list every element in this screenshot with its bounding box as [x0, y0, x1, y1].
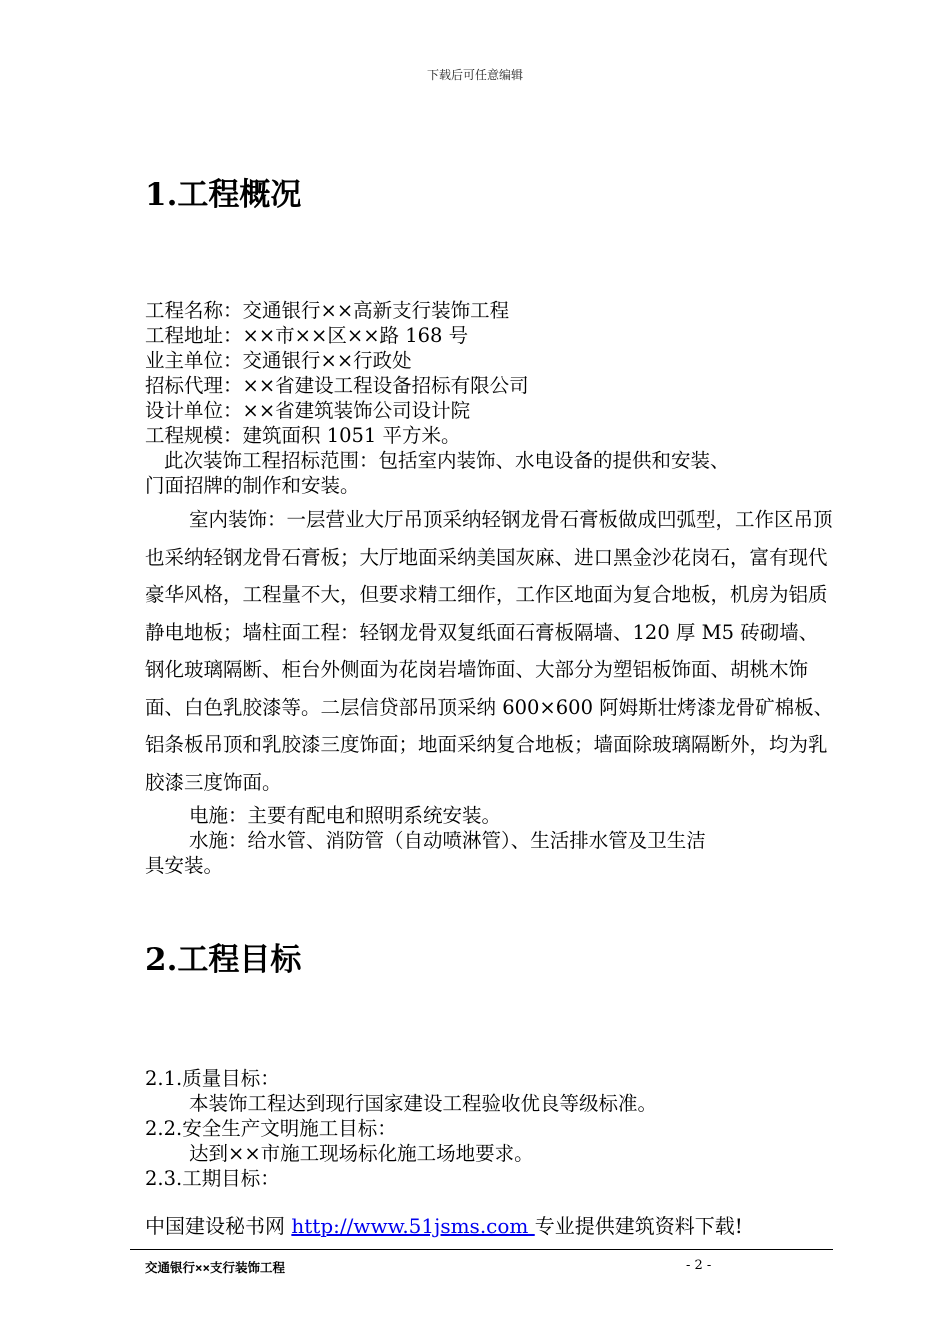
section-1-body — [145, 298, 835, 878]
schedule-heading: 2.3.工期目标： — [145, 1167, 280, 1190]
info-line-owner: 业主单位：交通银行××行政处 — [145, 349, 412, 372]
scope-line-2: 门面招牌的制作和安装。 — [145, 474, 360, 497]
promo-link[interactable]: http://www.51jsms.com — [291, 1214, 535, 1238]
interior-decoration-paragraph: 室内装饰：一层营业大厅吊顶采纳轻钢龙骨石膏板做成凹弧型，工作区吊顶也采纳轻钢龙骨石膏板；大厅地面采纳美国灰麻、进口黑金沙花岗石，富有现代豪华风格，工程量不大，但要求精工细作，工作区地面为复合地板，机房为铝质静电地板；墙柱面工程：轻钢龙骨双复纸面石膏板隔墙、120 厚 M5 砖砌墙、钢化玻璃隔断、柜台外侧面为花岗岩墙饰面、大部分为塑铝板饰面、胡桃木饰面、白色乳胶漆等。二层信贷部吊顶采纳 600×600 阿姆斯壮烤漆龙骨矿棉板、铝条板吊顶和乳胶漆三度饰面；地面采纳复合地板；墙面除玻璃隔断外，均为乳胶漆三度饰面。 — [145, 508, 834, 794]
electrical-line: 电施：主要有配电和照明系统安装。 — [189, 804, 502, 827]
quality-text: 本装饰工程达到现行国家建设工程验收优良等级标准。 — [189, 1092, 658, 1115]
header-note: 下载后可任意编辑 — [426, 68, 523, 82]
scope-line-1: 此次装饰工程招标范围：包括室内装饰、水电设备的提供和安装、 — [164, 449, 730, 472]
promo-prefix: 中国建设秘书网 — [145, 1214, 292, 1238]
promo-suffix: 专业提供建筑资料下载! — [534, 1214, 743, 1238]
promo-line — [145, 1212, 743, 1240]
info-line-tender-agent: 招标代理：××省建设工程设备招标有限公司 — [145, 374, 529, 397]
info-line-project-address: 工程地址：××市××区××路 168 号 — [145, 324, 469, 347]
quality-heading: 2.1.质量目标： — [145, 1067, 280, 1090]
water-line-2: 具安装。 — [145, 854, 224, 877]
water-line-1: 水施：给水管、消防管（自动喷淋管）、生活排水管及卫生洁 — [189, 829, 706, 852]
section-1-title: 1.工程概况 — [145, 177, 302, 213]
safety-heading: 2.2.安全生产文明施工目标： — [145, 1117, 397, 1140]
footer-project-name: 交通银行××支行装饰工程 — [145, 1260, 286, 1275]
info-line-project-scale: 工程规模：建筑面积 1051 平方米。 — [145, 424, 461, 447]
section-2-title: 2.工程目标 — [145, 942, 302, 978]
safety-text: 达到××市施工现场标化施工场地要求。 — [189, 1142, 534, 1165]
footer-divider — [130, 1249, 833, 1250]
footer-page-number: - 2 - — [686, 1258, 712, 1273]
section-2-body — [145, 1066, 835, 1191]
info-line-project-name: 工程名称：交通银行××高新支行装饰工程 — [145, 299, 510, 322]
info-line-design-unit: 设计单位：××省建筑装饰公司设计院 — [145, 399, 471, 422]
